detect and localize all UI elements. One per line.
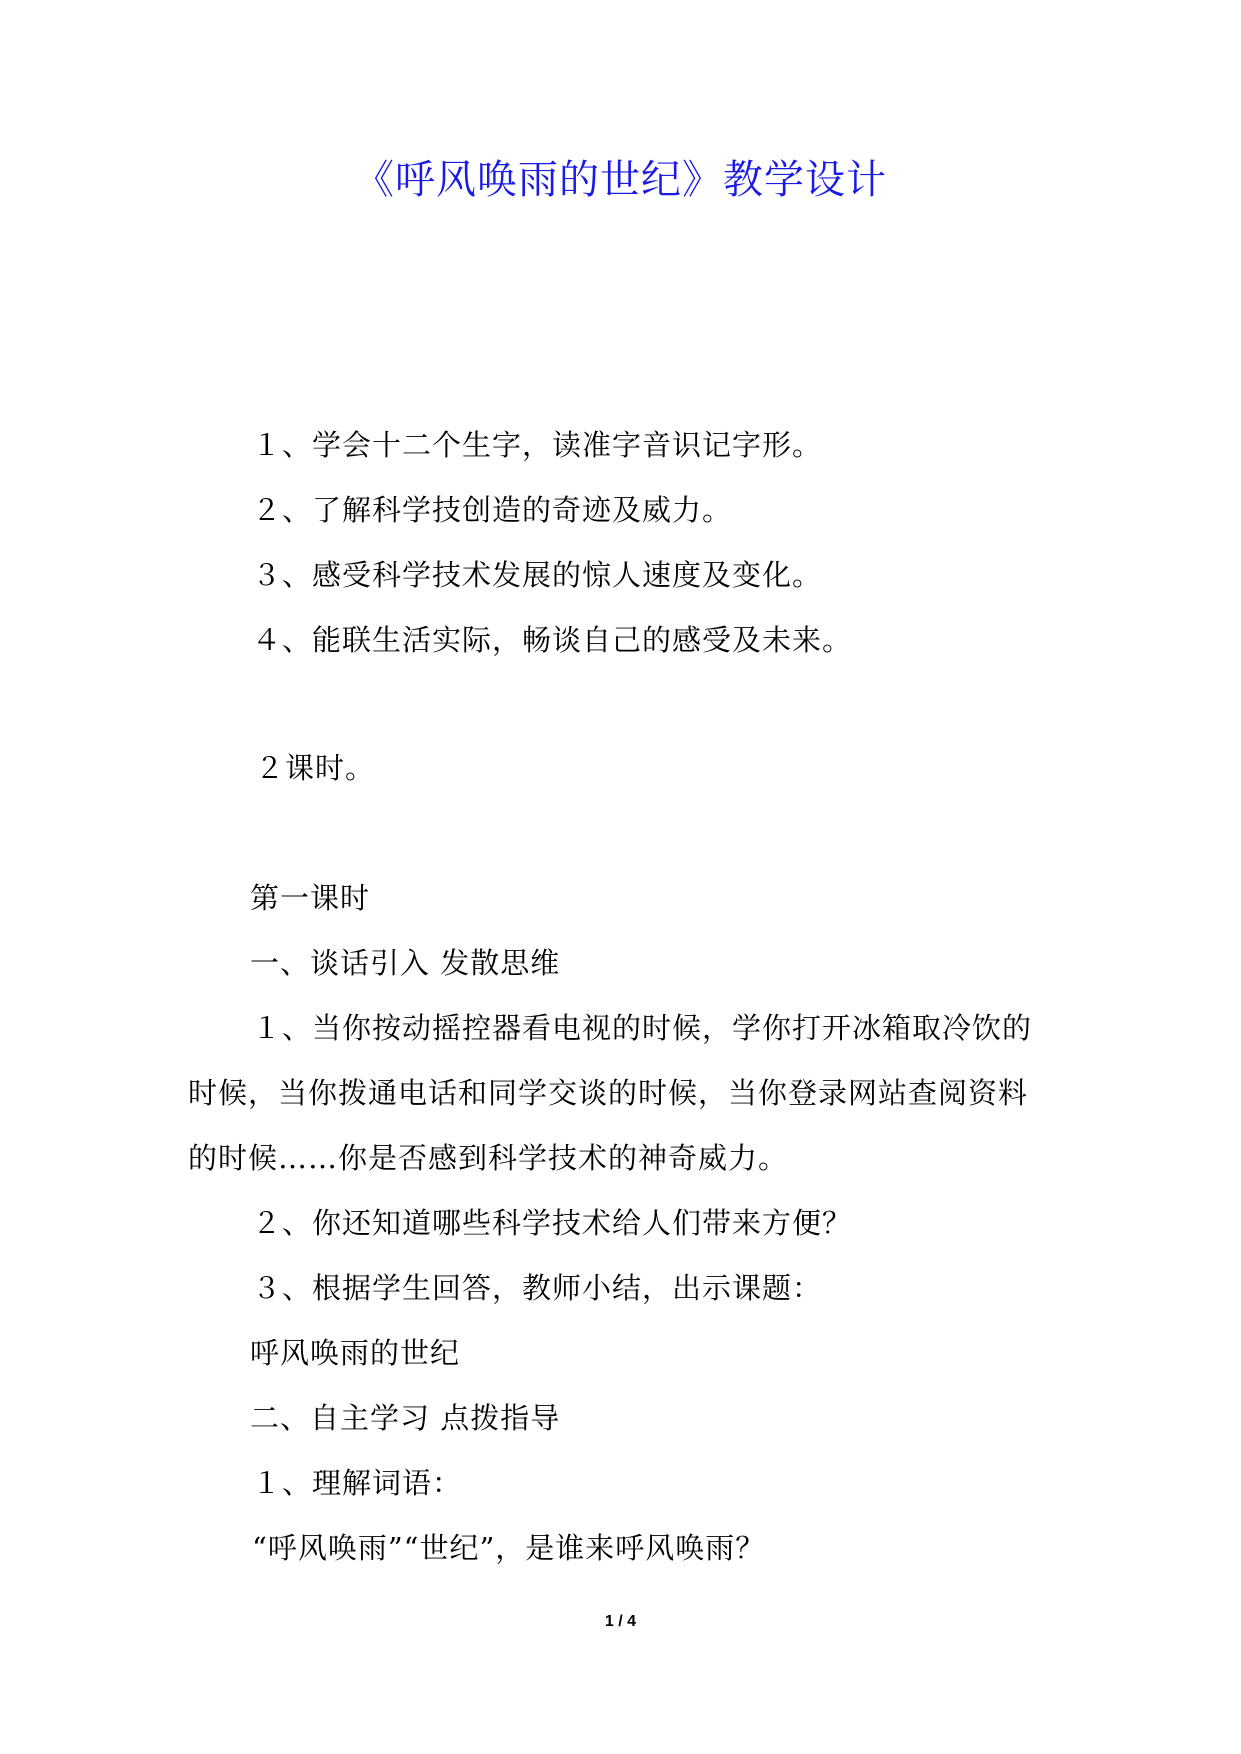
section-two-item1-detail: “呼风唤雨”“世纪”，是谁来呼风唤雨？ xyxy=(252,1531,766,1565)
section-one-item1-line1: １、当你按动摇控器看电视的时候，学你打开冰箱取冷饮的 xyxy=(252,1011,1033,1045)
section-one-topic: 呼风唤雨的世纪 xyxy=(250,1336,461,1370)
section-one-item2: ２、你还知道哪些科学技术给人们带来方便？ xyxy=(252,1206,853,1240)
objective-3: ３、感受科学技术发展的惊人速度及变化。 xyxy=(252,558,823,592)
period-count: ２课时。 xyxy=(255,751,376,785)
objective-2: ２、了解科学技创造的奇迹及威力。 xyxy=(252,493,733,527)
section-one-item3: ３、根据学生回答，教师小结，出示课题： xyxy=(252,1271,823,1305)
document-title: 《呼风唤雨的世纪》教学设计 xyxy=(354,157,887,203)
objective-1: １、学会十二个生字，读准字音识记字形。 xyxy=(252,428,823,462)
section-one-item1-line2: 时候，当你拨通电话和同学交谈的时候，当你登录网站查阅资料 xyxy=(188,1076,1029,1110)
section-two-item1: １、理解词语： xyxy=(252,1466,463,1500)
section-two-heading: 二、自主学习 点拨指导 xyxy=(250,1401,561,1435)
lesson-heading: 第一课时 xyxy=(250,881,371,915)
objective-4: ４、能联生活实际，畅谈自己的感受及未来。 xyxy=(252,623,853,657)
page-number: 1 / 4 xyxy=(604,1613,637,1630)
section-one-item1-line3: 的时候……你是否感到科学技术的神奇威力。 xyxy=(188,1141,789,1175)
section-one-heading: 一、谈话引入 发散思维 xyxy=(250,946,561,980)
